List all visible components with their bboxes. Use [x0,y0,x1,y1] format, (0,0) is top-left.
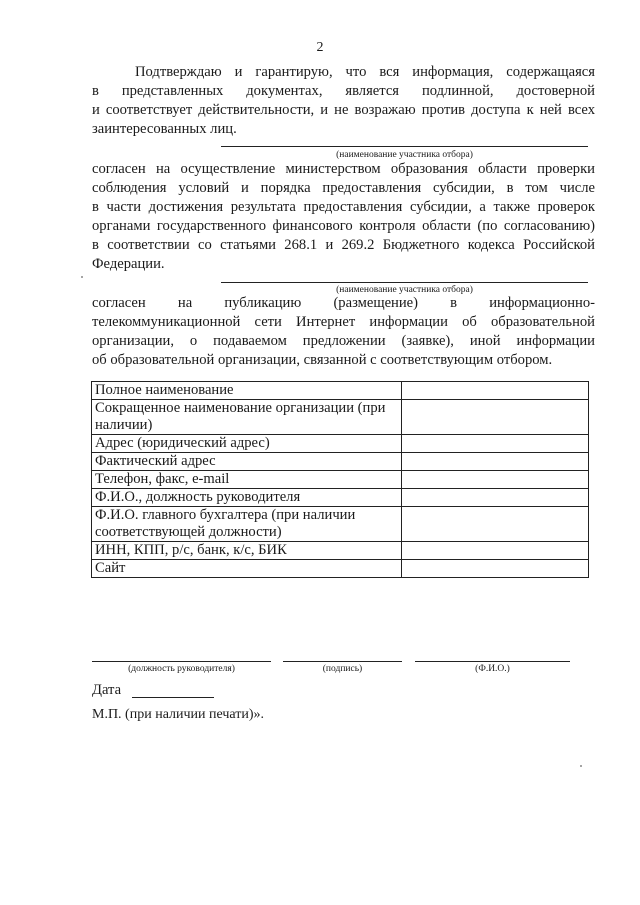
table-row [92,382,589,400]
signature-caption: (подпись) [322,664,363,674]
table-row [92,435,589,453]
paragraph-line: и соответствует действительности, и не возражаю против доступа к ней всех [92,102,595,118]
row-value-legal-address [402,435,589,453]
position-caption: (должность руководителя) [128,664,235,674]
table-row [92,542,589,560]
row-value-short-name [402,400,589,435]
date-label: Дата [92,682,122,698]
stamp-note: М.П. (при наличии печати)». [92,707,265,722]
paragraph-line: в представленных документах, является подлинной, достоверной [92,83,595,99]
scan-speck [580,765,582,767]
participant-name-caption-2: (наименование участника отбора) [336,285,473,295]
table-row [92,471,589,489]
paragraph-line: органами государственного финансового контроля области (по согласованию) [92,218,595,234]
table-row [92,489,589,507]
organization-info-table [91,381,589,578]
date-line [132,697,214,698]
row-value-full-name [402,382,589,400]
paragraph-line: об образовательной организации, связанной с соответствующим отбором. [92,352,553,368]
row-label-legal-address: Адрес (юридический адрес) [92,435,402,453]
paragraph-line: соблюдения условий и порядка предоставления субсидии, в том числе [92,180,595,196]
confirmation-paragraph [92,63,595,139]
row-value-website [402,560,589,578]
participant-name-line-2 [221,282,588,283]
paragraph-line: телекоммуникационной сети Интернет информации об образовательной [92,314,595,330]
paragraph-line: заинтересованных лиц. [92,121,237,137]
row-value-accountant [402,507,589,542]
row-label-website: Сайт [92,560,402,578]
row-label-bank-details: ИНН, КПП, р/с, банк, к/с, БИК [92,542,402,560]
scan-speck [81,276,83,278]
participant-name-caption-1: (наименование участника отбора) [336,150,473,160]
paragraph-line: в соответствии со статьями 268.1 и 269.2 Бюджетного кодекса Российской [92,237,595,253]
paragraph-line: Федерации. [92,256,165,272]
row-value-bank-details [402,542,589,560]
participant-name-line-1 [221,146,588,147]
row-label-short-name: Сокращенное наименование организации (при наличии) [92,400,402,435]
row-label-actual-address: Фактический адрес [92,453,402,471]
paragraph-line: согласен на публикацию (размещение) в информационно- [92,295,595,311]
row-value-actual-address [402,453,589,471]
row-label-director: Ф.И.О., должность руководителя [92,489,402,507]
table-row [92,453,589,471]
signature-line [283,661,402,662]
name-signature-line [415,661,570,662]
row-value-contacts [402,471,589,489]
audit-consent-paragraph [92,160,595,274]
paragraph-line: согласен на осуществление министерством образования области проверки [92,161,595,177]
row-label-full-name: Полное наименование [92,382,402,400]
position-signature-line [92,661,271,662]
paragraph-line: Подтверждаю и гарантирую, что вся информация, содержащаяся [135,64,595,80]
row-label-contacts: Телефон, факс, e-mail [92,471,402,489]
row-label-accountant: Ф.И.О. главного бухгалтера (при наличии соответствующей должности) [92,507,402,542]
table-row [92,560,589,578]
name-caption: (Ф.И.О.) [475,664,510,674]
table-row [92,507,589,542]
table-row [92,400,589,435]
publication-consent-paragraph [92,294,595,370]
paragraph-line: организации, о подаваемом предложении (заявке), иной информации [92,333,595,349]
row-value-director [402,489,589,507]
paragraph-line: в части достижения результата предоставления субсидии, а также проверок [92,199,595,215]
page-number: 2 [316,40,324,55]
